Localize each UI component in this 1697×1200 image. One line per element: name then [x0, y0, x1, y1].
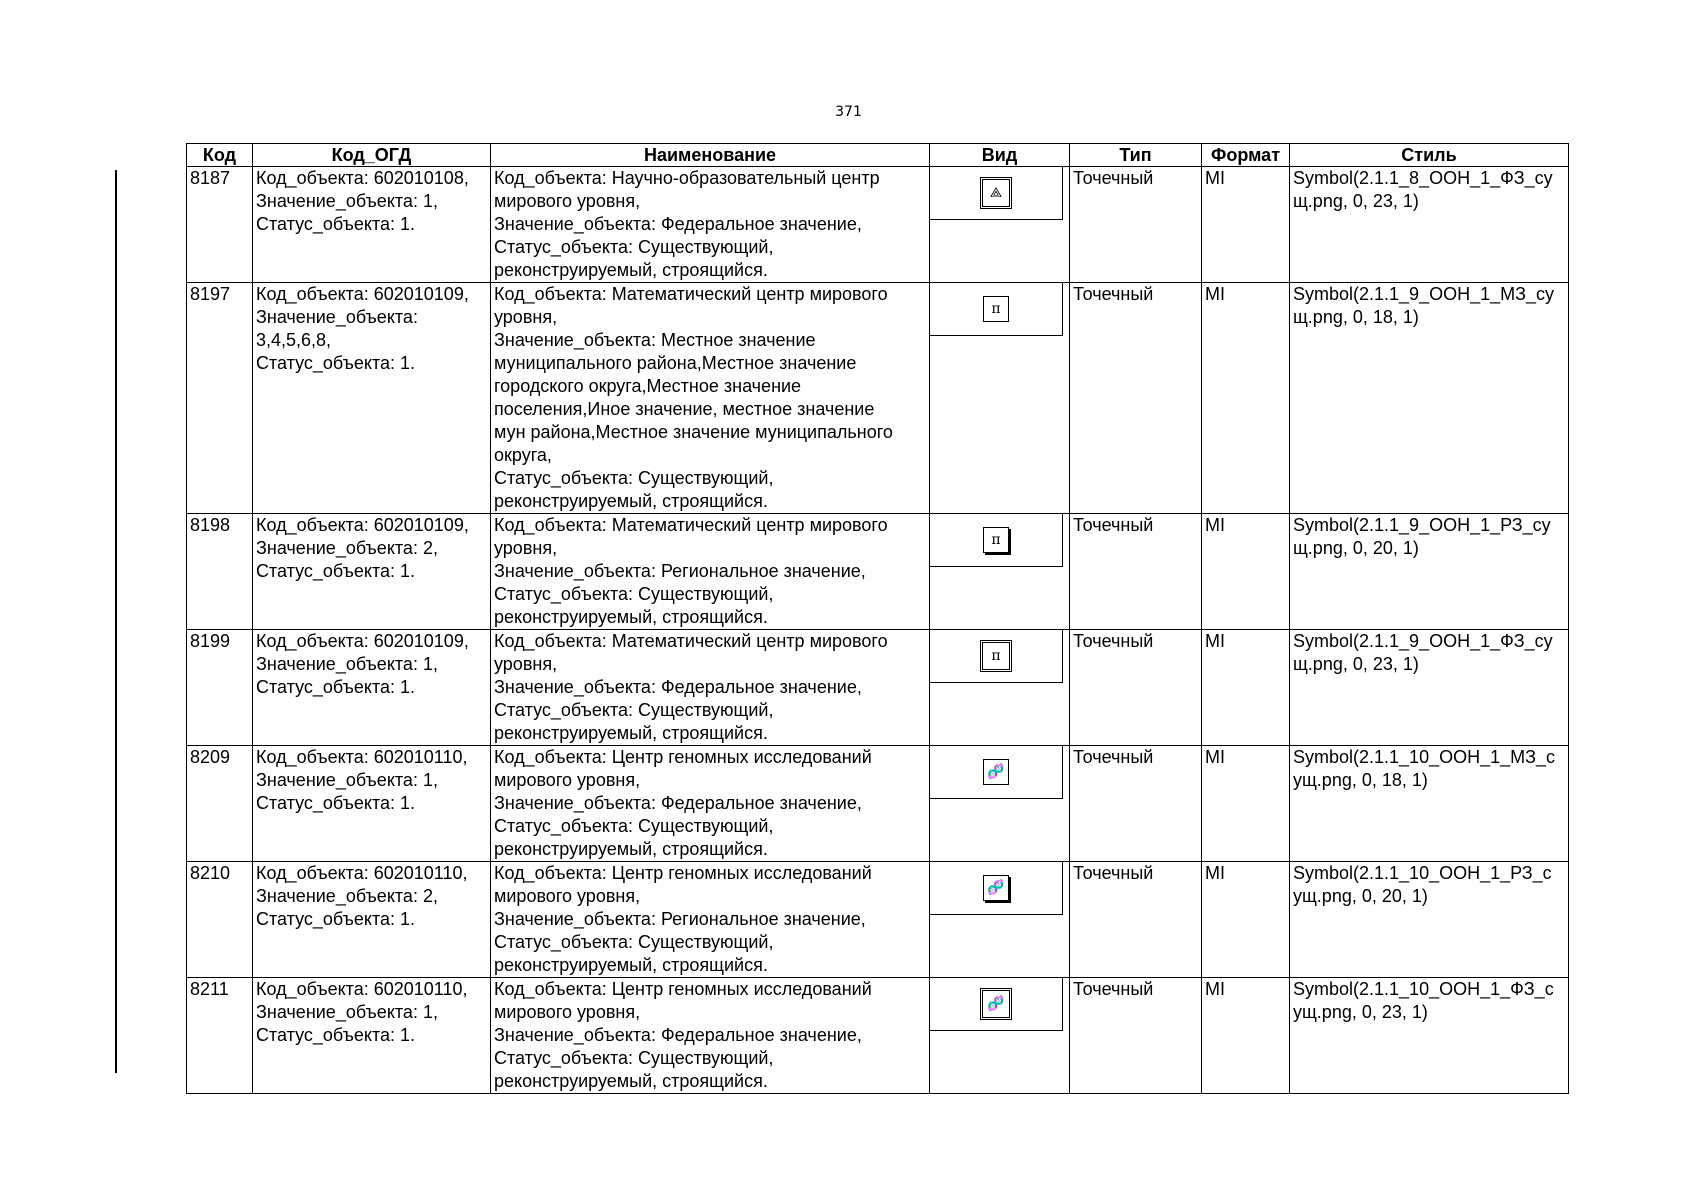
name-line: мирового уровня, [494, 770, 641, 790]
name-line: округа, [494, 445, 552, 465]
name-cell [491, 630, 930, 746]
name-line: реконструируемый, строящийся. [494, 839, 768, 859]
name-cell [491, 283, 930, 514]
genome-center-regional-icon: 🧬 [983, 875, 1009, 901]
name-line: реконструируемый, строящийся. [494, 955, 768, 975]
page-number: 371 [835, 104, 862, 120]
type-cell: Точечный [1070, 862, 1202, 978]
ogd-line: Значение_объекта: 1, [256, 1002, 438, 1022]
ogd-line: Статус_объекта: 1. [256, 561, 416, 581]
format-cell: MI [1202, 746, 1290, 862]
style-line: Symbol(2.1.1_9_ООН_1_МЗ_су [1293, 284, 1554, 304]
style-cell [1290, 514, 1569, 630]
name-line: уровня, [494, 538, 558, 558]
ogd-line: Значение_объекта: [256, 307, 418, 327]
type-cell: Точечный [1070, 514, 1202, 630]
view-cell [930, 630, 1070, 746]
style-cell [1290, 283, 1569, 514]
ogd-line: Значение_объекта: 1, [256, 770, 438, 790]
table-header-row [187, 144, 1569, 167]
type-cell: Точечный [1070, 630, 1202, 746]
table-row [187, 630, 1569, 746]
ogd-cell [253, 746, 491, 862]
name-line: уровня, [494, 307, 558, 327]
style-line: ущ.png, 0, 23, 1) [1293, 1002, 1428, 1022]
column-header: Вид [930, 144, 1070, 167]
ogd-line: Статус_объекта: 1. [256, 353, 416, 373]
format-cell: MI [1202, 167, 1290, 283]
name-line: реконструируемый, строящийся. [494, 723, 768, 743]
code-cell: 8211 [187, 978, 253, 1094]
name-line: мирового уровня, [494, 886, 641, 906]
style-line: ущ.png, 0, 20, 1) [1293, 886, 1428, 906]
name-line: Статус_объекта: Существующий, [494, 468, 774, 488]
name-line: Значение_объекта: Региональное значение, [494, 909, 866, 929]
ogd-line: Код_объекта: 602010110, [256, 747, 468, 767]
name-line: Код_объекта: Центр геномных исследований [494, 979, 872, 999]
name-line: Код_объекта: Научно-образовательный центр [494, 168, 880, 188]
format-cell: MI [1202, 978, 1290, 1094]
ogd-line: Код_объекта: 602010109, [256, 284, 469, 304]
style-line: Symbol(2.1.1_8_ООН_1_ФЗ_су [1293, 168, 1553, 188]
ogd-line: Код_объекта: 602010109, [256, 631, 469, 651]
ogd-line: Статус_объекта: 1. [256, 793, 416, 813]
name-line: Статус_объекта: Существующий, [494, 237, 774, 257]
name-cell [491, 978, 930, 1094]
style-line: Symbol(2.1.1_10_ООН_1_РЗ_с [1293, 863, 1552, 883]
style-line: Symbol(2.1.1_10_ООН_1_МЗ_с [1293, 747, 1556, 767]
name-line: поселения,Иное значение, местное значение [494, 399, 875, 419]
symbol-box [930, 630, 1063, 683]
ogd-cell [253, 283, 491, 514]
name-line: мирового уровня, [494, 1002, 641, 1022]
type-cell: Точечный [1070, 978, 1202, 1094]
column-header: Стиль [1290, 144, 1569, 167]
style-line: Symbol(2.1.1_10_ООН_1_ФЗ_с [1293, 979, 1554, 999]
code-cell: 8198 [187, 514, 253, 630]
ogd-cell [253, 167, 491, 283]
name-cell [491, 167, 930, 283]
column-header: Формат [1202, 144, 1290, 167]
name-line: городского округа,Местное значение [494, 376, 802, 396]
name-line: реконструируемый, строящийся. [494, 491, 768, 511]
name-line: Код_объекта: Математический центр мирового [494, 284, 888, 304]
table-row [187, 978, 1569, 1094]
name-line: Значение_объекта: Федеральное значение, [494, 214, 862, 234]
ogd-line: Значение_объекта: 1, [256, 191, 438, 211]
column-header: Тип [1070, 144, 1202, 167]
symbol-table [186, 143, 1569, 1094]
code-cell: 8210 [187, 862, 253, 978]
ogd-line: Статус_объекта: 1. [256, 214, 416, 234]
name-line: реконструируемый, строящийся. [494, 260, 768, 280]
ogd-line: Значение_объекта: 2, [256, 538, 438, 558]
name-line: мун района,Местное значение муниципального [494, 422, 893, 442]
genome-center-federal-icon: 🧬 [980, 988, 1012, 1020]
name-line: Код_объекта: Математический центр мирового [494, 631, 888, 651]
format-cell: MI [1202, 514, 1290, 630]
style-line: щ.png, 0, 18, 1) [1293, 307, 1419, 327]
name-line: реконструируемый, строящийся. [494, 607, 768, 627]
ogd-line: Значение_объекта: 1, [256, 654, 438, 674]
view-cell [930, 862, 1070, 978]
ogd-line: Код_объекта: 602010110, [256, 979, 468, 999]
style-cell [1290, 862, 1569, 978]
name-cell [491, 746, 930, 862]
name-line: мирового уровня, [494, 191, 641, 211]
column-header: Наименование [491, 144, 930, 167]
format-cell: MI [1202, 630, 1290, 746]
name-line: Значение_объекта: Местное значение [494, 330, 816, 350]
symbol-box [930, 862, 1063, 915]
view-cell [930, 978, 1070, 1094]
view-cell [930, 514, 1070, 630]
name-line: Код_объекта: Центр геномных исследований [494, 747, 872, 767]
scientific-center-federal-icon: ⟁ [980, 177, 1012, 209]
ogd-cell [253, 630, 491, 746]
genome-center-local-icon: 🧬 [983, 759, 1009, 785]
ogd-line: Код_объекта: 602010108, [256, 168, 469, 188]
name-line: Статус_объекта: Существующий, [494, 1048, 774, 1068]
table-row [187, 862, 1569, 978]
column-header: Код [187, 144, 253, 167]
name-line: Статус_объекта: Существующий, [494, 584, 774, 604]
ogd-line: 3,4,5,6,8, [256, 330, 332, 350]
math-center-local-icon: π [983, 296, 1009, 322]
style-line: щ.png, 0, 23, 1) [1293, 191, 1419, 211]
ogd-cell [253, 862, 491, 978]
view-cell [930, 746, 1070, 862]
name-line: уровня, [494, 654, 558, 674]
symbol-box [930, 167, 1063, 220]
code-cell: 8209 [187, 746, 253, 862]
type-cell: Точечный [1070, 746, 1202, 862]
view-cell [930, 283, 1070, 514]
table-row [187, 167, 1569, 283]
ogd-line: Код_объекта: 602010109, [256, 515, 469, 535]
code-cell: 8187 [187, 167, 253, 283]
name-line: Статус_объекта: Существующий, [494, 932, 774, 952]
name-cell [491, 514, 930, 630]
style-cell [1290, 630, 1569, 746]
ogd-line: Код_объекта: 602010110, [256, 863, 468, 883]
format-cell: MI [1202, 862, 1290, 978]
type-cell: Точечный [1070, 283, 1202, 514]
name-line: Значение_объекта: Федеральное значение, [494, 793, 862, 813]
style-line: щ.png, 0, 23, 1) [1293, 654, 1419, 674]
code-cell: 8199 [187, 630, 253, 746]
name-line: Значение_объекта: Региональное значение, [494, 561, 866, 581]
symbol-box [930, 978, 1063, 1031]
margin-line [115, 170, 117, 1073]
style-cell [1290, 167, 1569, 283]
style-line: Symbol(2.1.1_9_ООН_1_ФЗ_су [1293, 631, 1553, 651]
name-line: Код_объекта: Центр геномных исследований [494, 863, 872, 883]
format-cell: MI [1202, 283, 1290, 514]
ogd-cell [253, 978, 491, 1094]
name-line: Статус_объекта: Существующий, [494, 700, 774, 720]
code-cell: 8197 [187, 283, 253, 514]
math-center-federal-icon: π [980, 640, 1012, 672]
name-line: Код_объекта: Математический центр мирового [494, 515, 888, 535]
math-center-regional-icon: π [983, 527, 1009, 553]
style-line: Symbol(2.1.1_9_ООН_1_РЗ_су [1293, 515, 1551, 535]
ogd-line: Статус_объекта: 1. [256, 909, 416, 929]
name-line: реконструируемый, строящийся. [494, 1071, 768, 1091]
table-row [187, 746, 1569, 862]
name-line: муниципального района,Местное значение [494, 353, 857, 373]
style-line: щ.png, 0, 20, 1) [1293, 538, 1419, 558]
ogd-line: Статус_объекта: 1. [256, 677, 416, 697]
type-cell: Точечный [1070, 167, 1202, 283]
ogd-line: Статус_объекта: 1. [256, 1025, 416, 1045]
name-line: Статус_объекта: Существующий, [494, 816, 774, 836]
symbol-box [930, 283, 1063, 336]
style-cell [1290, 746, 1569, 862]
symbol-box [930, 514, 1063, 567]
view-cell [930, 167, 1070, 283]
ogd-line: Значение_объекта: 2, [256, 886, 438, 906]
name-cell [491, 862, 930, 978]
name-line: Значение_объекта: Федеральное значение, [494, 1025, 862, 1045]
ogd-cell [253, 514, 491, 630]
style-cell [1290, 978, 1569, 1094]
table-row [187, 514, 1569, 630]
name-line: Значение_объекта: Федеральное значение, [494, 677, 862, 697]
column-header: Код_ОГД [253, 144, 491, 167]
table-row [187, 283, 1569, 514]
style-line: ущ.png, 0, 18, 1) [1293, 770, 1428, 790]
symbol-box [930, 746, 1063, 799]
